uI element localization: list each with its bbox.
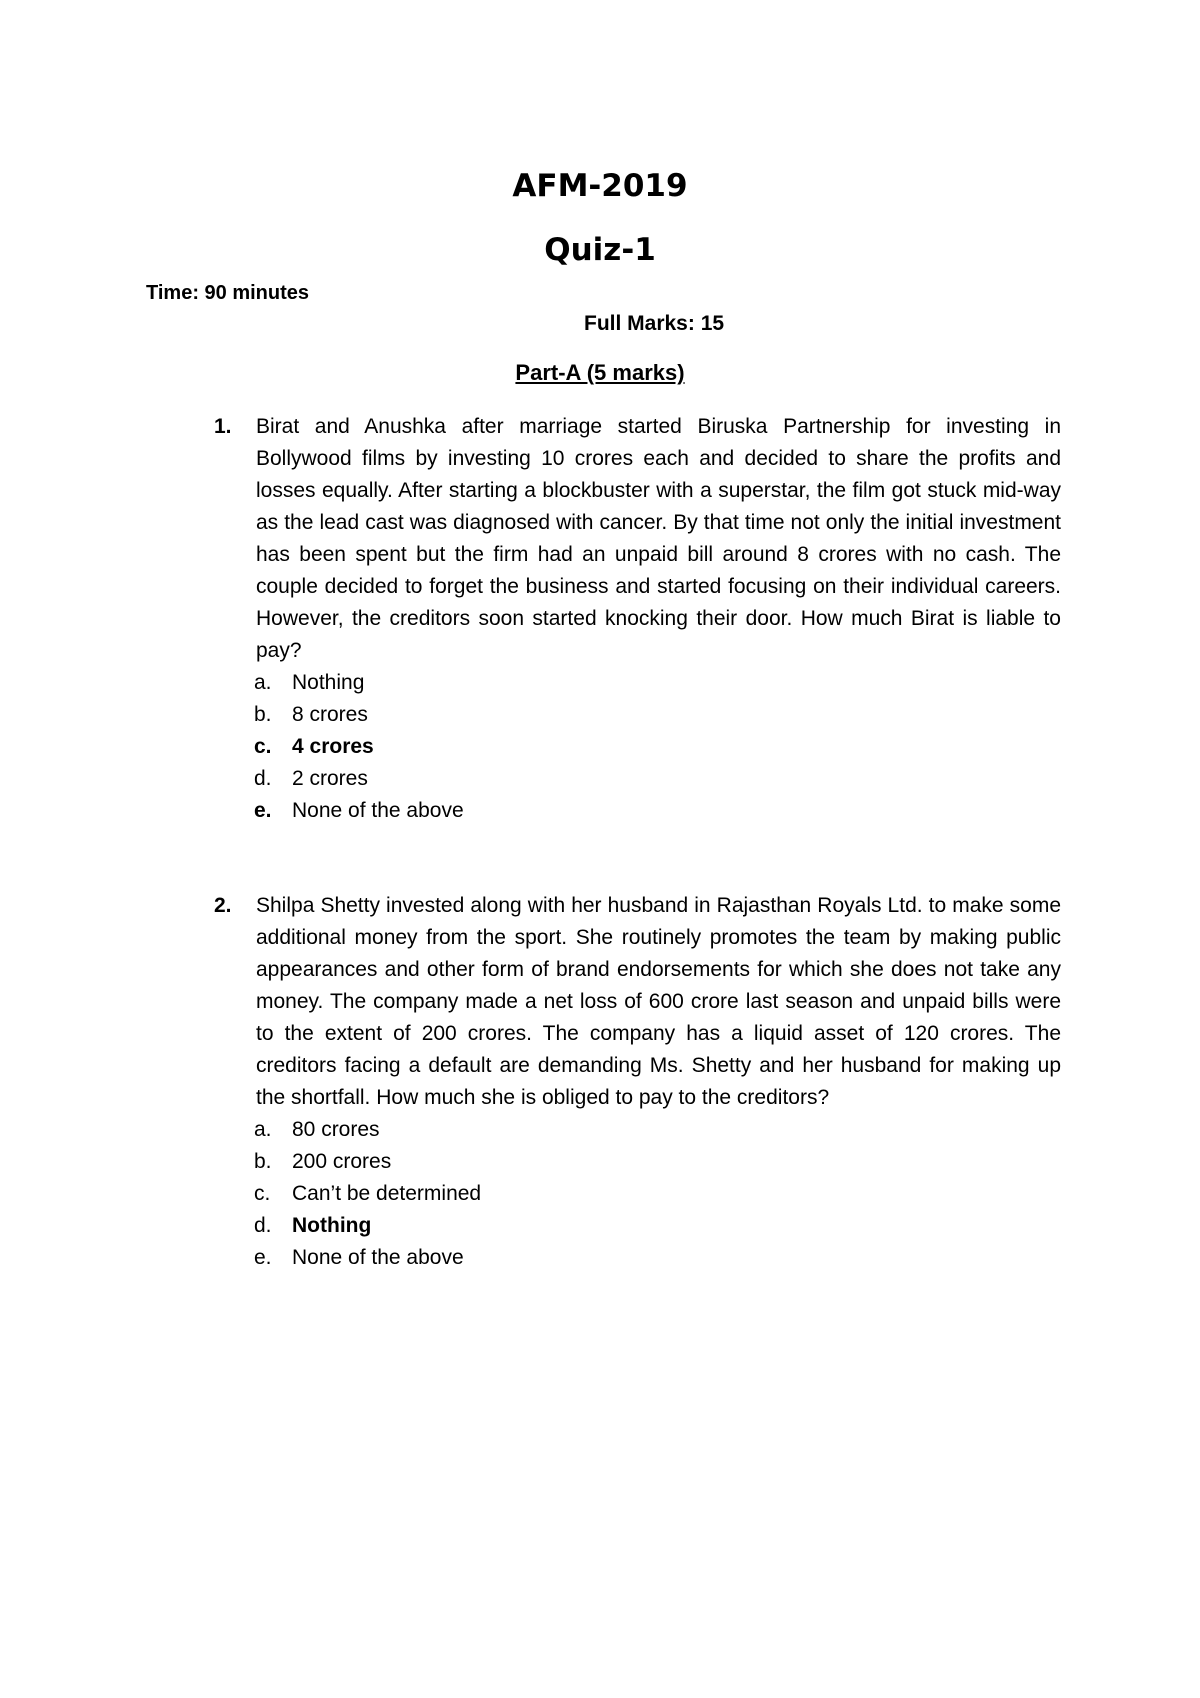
quiz-title: Quiz-1	[544, 232, 656, 268]
question-number: 1.	[214, 415, 232, 438]
question-text: Shilpa Shetty invested along with her husband in Rajasthan Royals Ltd. to make some additional money from the sport. She routinely promotes the team by making public appearances and other form of brand endorsements for which she does not take any money. The company made a net loss of 600 crore last season and unpaid bills were to the extent of 200 crores. The company has a liquid asset of 120 crores. The creditors facing a default are demanding Ms. Shetty and her husband for making up the shortfall. How much she is obliged to pay to the creditors?	[256, 894, 1061, 1109]
option-text: None of the above	[292, 799, 464, 822]
option-e	[214, 1242, 1061, 1274]
question-1	[214, 411, 1061, 827]
option-letter: d.	[254, 767, 272, 790]
option-text: 80 crores	[292, 1118, 380, 1141]
option-c	[214, 1178, 1061, 1210]
option-text: 200 crores	[292, 1150, 392, 1173]
option-c	[214, 731, 1061, 763]
option-e	[214, 795, 1061, 827]
question-text: Birat and Anushka after marriage started Biruska Partnership for investing in Bollywood films by investing 10 crores each and decided to share the profits and losses equally. After starting a blockbuster with a superstar, the film got stuck mid-way as the lead cast was diagnosed with cancer. By that time not only the initial investment has been spent but the firm had an unpaid bill around 8 crores with no cash. The couple decided to forget the business and started focusing on their individual careers. However, the creditors soon started knocking their door. How much Birat is liable to pay?	[256, 415, 1061, 662]
option-b	[214, 699, 1061, 731]
option-letter: d.	[254, 1214, 272, 1237]
option-letter: b.	[254, 703, 272, 726]
option-d	[214, 1210, 1061, 1242]
section-heading: Part-A (5 marks)	[515, 360, 685, 385]
option-letter: a.	[254, 1118, 272, 1141]
option-d	[214, 763, 1061, 795]
option-text: 8 crores	[292, 703, 368, 726]
option-text: None of the above	[292, 1246, 464, 1269]
option-b	[214, 1146, 1061, 1178]
option-text: 2 crores	[292, 767, 368, 790]
option-a	[214, 1114, 1061, 1146]
option-letter: c.	[254, 1182, 271, 1205]
option-text: Nothing	[292, 1214, 372, 1237]
question-number: 2.	[214, 894, 232, 917]
answer-options	[214, 1114, 1061, 1274]
document-title: AFM-2019	[512, 168, 688, 204]
option-letter: b.	[254, 1150, 272, 1173]
option-letter: e.	[254, 799, 272, 822]
answer-options	[214, 667, 1061, 827]
option-text: Can’t be determined	[292, 1182, 482, 1205]
question-2	[214, 890, 1061, 1274]
option-letter: c.	[254, 735, 272, 758]
full-marks: Full Marks: 15	[584, 312, 725, 335]
time-limit: Time: 90 minutes	[146, 282, 310, 304]
option-a	[214, 667, 1061, 699]
option-text: 4 crores	[292, 735, 374, 758]
option-letter: a.	[254, 671, 272, 694]
option-text: Nothing	[292, 671, 365, 694]
option-letter: e.	[254, 1246, 272, 1269]
